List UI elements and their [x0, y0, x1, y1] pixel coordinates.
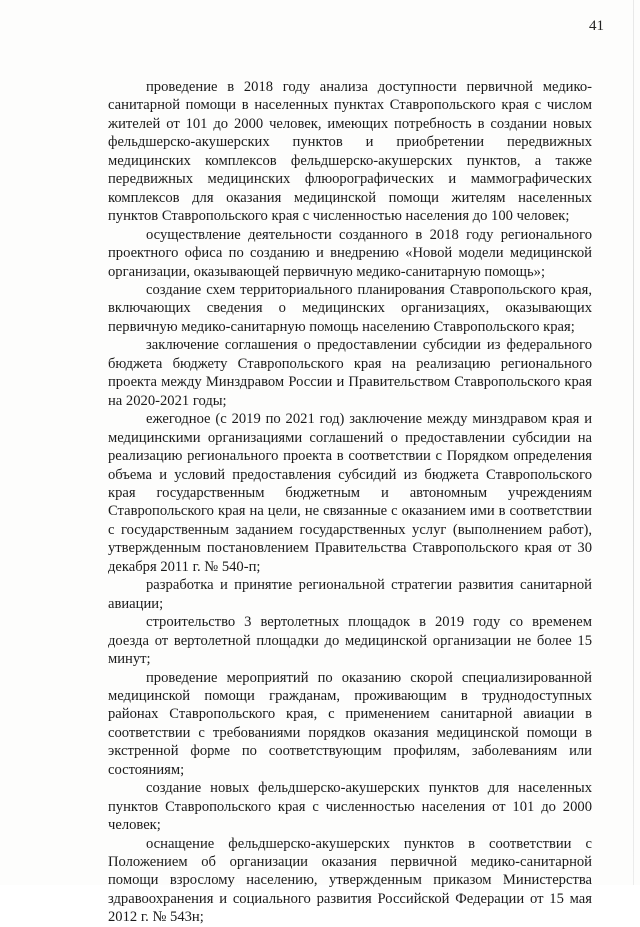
paragraph: создание новых фельдшерско-акушерских пунктов для населенных пунктов Ставропольского края с численностью населения от 101 до 2000 человек;	[108, 780, 592, 834]
paragraph: заключение соглашения о предоставлении субсидии из федерального бюджета бюджету Ставропольского края на реализацию регионального проекта между Минздравом России и Правительством Ставропольского края на 2020-2021 годы;	[108, 337, 592, 409]
paragraph: оснащение фельдшерско-акушерских пунктов в соответствии с Положением об организации оказания первичной медико-санитарной помощи взрослому населению, утвержденным приказом Министерства здравоохранения и социального развития Российской Федерации от 15 мая 2012 г. № 543н;	[108, 835, 592, 926]
paragraph: создание схем территориального планирования Ставропольского края, включающих сведения о медицинских организациях, оказывающих первичную медико-санитарную помощь населению Ставропольского края;	[108, 281, 592, 335]
scan-edge	[633, 0, 634, 885]
paragraph: ежегодное (с 2019 по 2021 год) заключение между минздравом края и медицинскими организациями соглашений о предоставлении субсидии на реализацию регионального проекта в соответствии с Порядком определения объема и условий предоставления субсидий из бюджета Ставропольского края государственным бюджетным и автономным учреждениям Ставропольского края на цели, не связанные с оказанием ими в соответствии с государственным заданием государственных услуг (выполнением работ), утвержденным постановлением Правительства Ставропольского края от 30 декабря 2011 г. № 540-п;	[108, 411, 592, 575]
paragraph: проведение в 2018 году анализа доступности первичной медико-санитарной помощи в населенных пунктах Ставропольского края с числом жителей от 101 до 2000 человек, имеющих потребность в создании новых фельдшерско-акушерских пунктов и приобретении передвижных медицинских комплексов фельдшерско-акушерских пунктов, а также передвижных медицинских флюорографических и маммографических комплексов для оказания медицинской помощи жителям населенных пунктов Ставропольского края с численностью населения до 100 человек;	[108, 79, 592, 225]
page-number: 41	[589, 18, 604, 34]
body-text	[108, 78, 592, 927]
paragraph: строительство 3 вертолетных площадок в 2019 году со временем доезда от вертолетной площадки до медицинской организации не более 15 минут;	[108, 614, 592, 668]
paragraph: осуществление деятельности созданного в 2018 году регионального проектного офиса по созданию и внедрению «Новой модели медицинской организации, оказывающей первичную медико-санитарную помощь»;	[108, 226, 592, 280]
paragraph: разработка и принятие региональной стратегии развития санитарной авиации;	[108, 577, 592, 612]
paragraph: проведение мероприятий по оказанию скорой специализированной медицинской помощи гражданам, проживающим в труднодоступных районах Ставропольского края, с применением санитарной авиации в соответствии с требованиями порядков оказания медицинской помощи в экстренной форме по соответствующим профилям, заболеваниям или состояниям;	[108, 669, 592, 778]
